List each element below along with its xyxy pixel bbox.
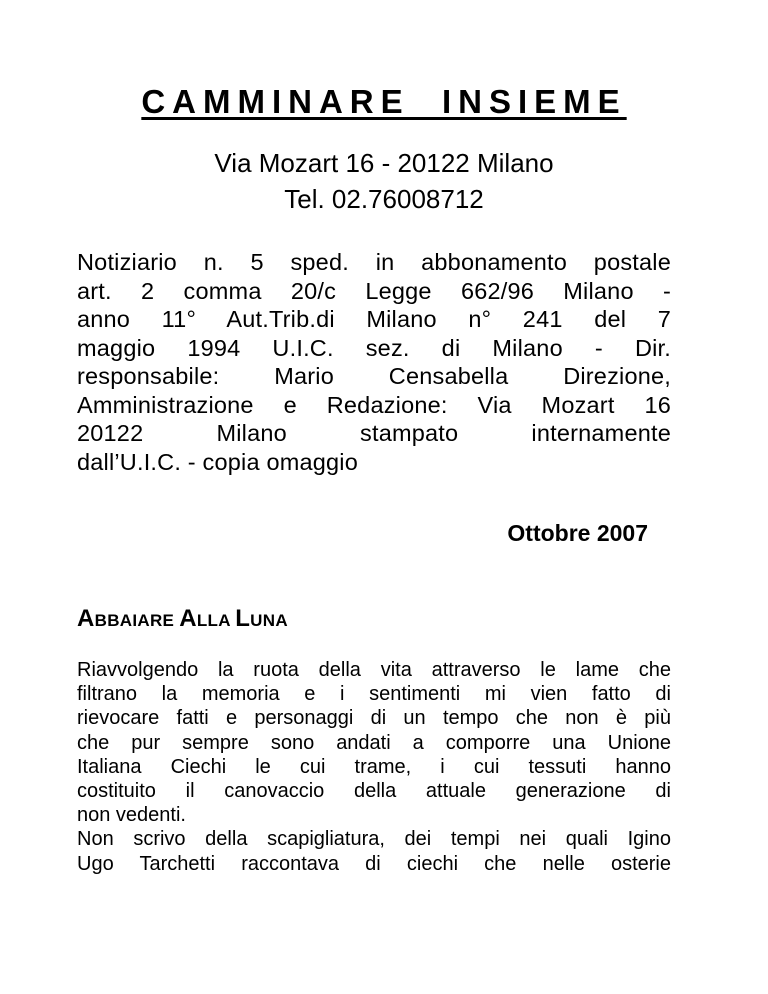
- article-line: costituito il canovaccio della attuale generazione di: [77, 779, 671, 802]
- article-line: filtrano la memoria e i sentimenti mi vien fatto di: [77, 683, 671, 706]
- publication-info-line: dall’U.I.C. - copia omaggio: [77, 448, 358, 475]
- publication-info-line: responsabile: Mario Censabella Direzione,: [77, 363, 671, 389]
- phone-line: Tel. 02.76008712: [284, 184, 484, 214]
- publication-info-line: Notiziario n. 5 sped. in abbonamento postale: [77, 249, 671, 275]
- section-title-part: L: [235, 605, 251, 632]
- publication-info-line: 20122 Milano stampato internamente: [77, 420, 671, 446]
- publication-info-line: anno 11° Aut.Trib.di Milano n° 241 del 7: [77, 306, 671, 332]
- article-line: Ugo Tarchetti raccontava di ciechi che nelle osterie: [77, 852, 671, 875]
- article-line: non vedenti.: [77, 804, 186, 827]
- article-line: rievocare fatti e personaggi di un tempo che non è più: [77, 707, 671, 730]
- section-title-part: A: [77, 605, 95, 632]
- publication-info-line: maggio 1994 U.I.C. sez. di Milano - Dir.: [77, 334, 671, 361]
- section-title-part: BBAIARE: [94, 611, 180, 630]
- publication-info-line: art. 2 comma 20/c Legge 662/96 Milano -: [77, 277, 671, 304]
- address-line: Via Mozart 16 - 20122 Milano: [214, 148, 554, 178]
- article-body: [77, 658, 671, 876]
- section-title-part: LLA: [196, 611, 236, 630]
- section-title-part: A: [179, 605, 197, 632]
- publication-info-line: Amministrazione e Redazione: Via Mozart 16: [77, 391, 671, 418]
- issue-date: Ottobre 2007: [507, 520, 648, 546]
- newsletter-title: [0, 82, 768, 122]
- article-line: Non scrivo della scapigliatura, dei tempi nei quali Igino: [77, 828, 671, 851]
- section-title: [77, 605, 288, 635]
- newsletter-title-text: CAMMINARE INSIEME: [141, 83, 627, 120]
- publication-info: [77, 248, 671, 476]
- article-line: che pur sempre sono andati a comporre una Unione: [77, 731, 671, 754]
- section-title-part: UNA: [250, 611, 288, 630]
- article-line: Italiana Ciechi le cui trame, i cui tessuti hanno: [77, 755, 671, 778]
- article-line: Riavvolgendo la ruota della vita attraverso le lame che: [77, 659, 671, 681]
